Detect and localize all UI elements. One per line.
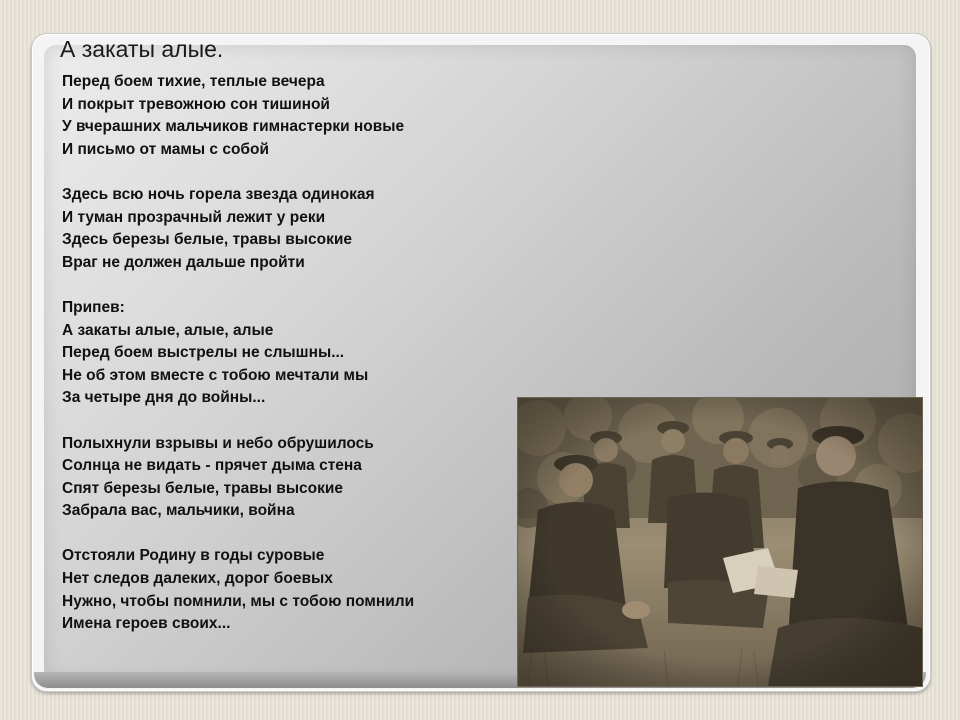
poem-line: А закаты алые, алые, алые xyxy=(62,321,274,339)
poem-line: Здесь березы белые, травы высокие xyxy=(62,231,352,249)
poem-line: За четыре дня до войны... xyxy=(62,389,266,407)
poem-line: Перед боем выстрелы не слышны... xyxy=(62,344,345,362)
poem-line: И покрыт тревожною сон тишиной xyxy=(62,95,330,113)
stanza-1 xyxy=(62,71,522,161)
chorus-label: Припев: xyxy=(62,298,125,316)
poem-line: Имена героев своих... xyxy=(62,615,231,633)
stanza-5 xyxy=(62,545,522,635)
poem-line: И туман прозрачный лежит у реки xyxy=(62,208,326,226)
poem-text xyxy=(62,71,522,658)
poem-line: И письмо от мамы с собой xyxy=(62,140,269,158)
stanza-2 xyxy=(62,184,522,274)
poem-line: Забрала вас, мальчики, война xyxy=(62,502,295,520)
soldiers-photo xyxy=(518,398,922,686)
poem-line: Спят березы белые, травы высокие xyxy=(62,479,344,497)
soldiers-photo-illustration xyxy=(518,398,922,686)
poem-line: У вчерашних мальчиков гимнастерки новые xyxy=(62,118,405,136)
stanza-chorus xyxy=(62,297,522,410)
poem-line: Перед боем тихие, теплые вечера xyxy=(62,73,325,90)
poem-line: Солнца не видать - прячет дыма стена xyxy=(62,457,362,475)
poem-line: Полыхнули взрывы и небо обрушилось xyxy=(62,434,374,452)
slide-title: А закаты алые. xyxy=(60,36,224,62)
poem-line: Нужно, чтобы помнили, мы с тобою помнили xyxy=(62,592,415,610)
stanza-4 xyxy=(62,433,522,523)
poem-line: Отстояли Родину в годы суровые xyxy=(62,547,325,565)
poem-line: Не об этом вместе с тобою мечтали мы xyxy=(62,366,369,384)
poem-line: Здесь всю ночь горела звезда одинокая xyxy=(62,185,375,203)
poem-line: Нет следов далеких, дорог боевых xyxy=(62,570,333,588)
poem-line: Враг не должен дальше пройти xyxy=(62,253,305,271)
